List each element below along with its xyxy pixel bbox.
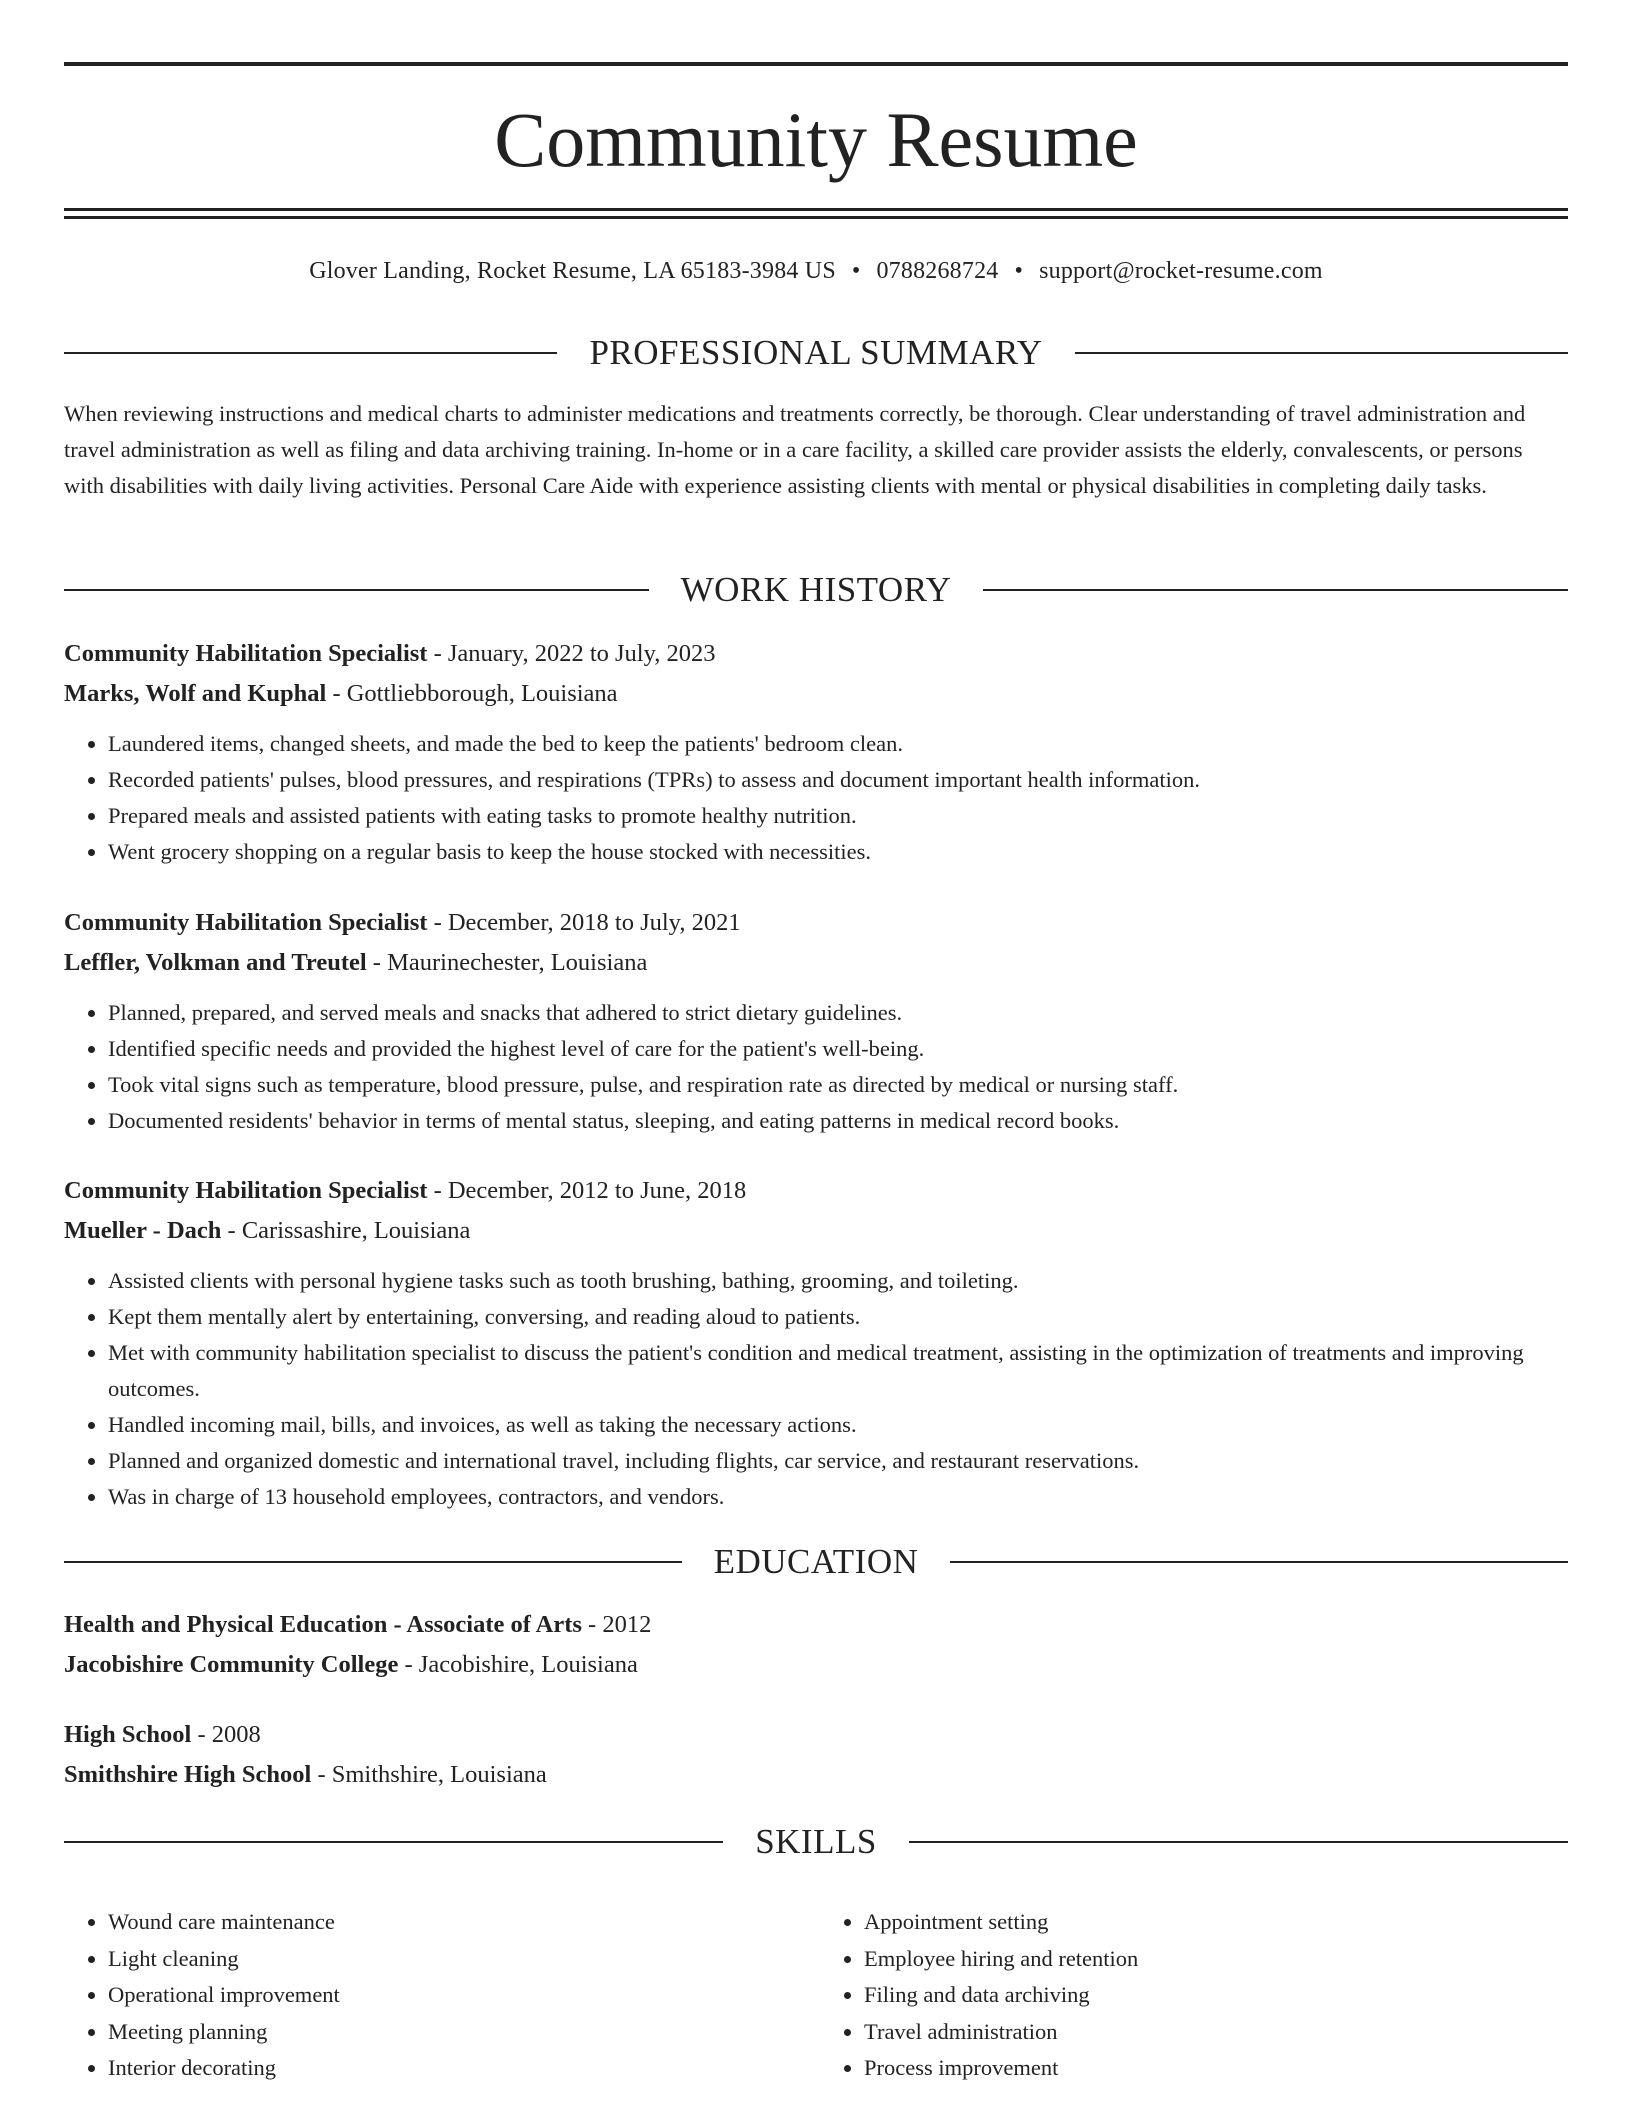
list-item: • Documented residents' behavior in terms of mental status, sleeping, and eating patterns in medical record books. xyxy=(108,1103,1568,1139)
skill-item: • Operational improvement xyxy=(108,1977,808,2014)
education-entry xyxy=(64,1605,1568,1685)
list-item: • Recorded patients' pulses, blood pressures, and respirations (TPRs) to assess and document important health information. xyxy=(108,762,1568,798)
list-item: • Planned and organized domestic and international travel, including flights, car service, and restaurant reservations. xyxy=(108,1443,1568,1479)
skill-item: • Travel administration xyxy=(864,2014,1564,2051)
skill-item: • Filing and data archiving xyxy=(864,1977,1564,2014)
school-name: Smithshire High School xyxy=(64,1761,312,1788)
section-title: WORK HISTORY xyxy=(680,570,952,609)
school-line xyxy=(64,1645,1568,1685)
section-title: SKILLS xyxy=(755,1822,877,1861)
summary-text: When reviewing instructions and medical charts to administer medications and treatments correctly, be thorough. Clear understanding of travel administration and travel administration as well as filing and data archiving training. In-home or in a care facility, a skilled care provider assists the elderly, convalescents, or persons with disabilities with daily living activities. Personal Care Aide with experience assisting clients with mental or physical disabilities in completing daily tasks. xyxy=(64,401,1526,498)
school-location: - Smithshire, Louisiana xyxy=(311,1761,547,1788)
section-heading-skills xyxy=(64,1820,1568,1864)
top-rule xyxy=(64,62,1568,66)
heading-rule-left xyxy=(64,589,649,591)
list-item: • Planned, prepared, and served meals and snacks that adhered to strict dietary guidelines. xyxy=(108,995,1568,1031)
contact-address: Glover Landing, Rocket Resume, LA 65183-3984 US xyxy=(309,258,836,284)
skills-list-left xyxy=(64,1904,808,2087)
list-item: • Kept them mentally alert by entertaining, conversing, and reading aloud to patients. xyxy=(108,1299,1568,1335)
job-title-line xyxy=(64,1171,1568,1211)
list-item: • Handled incoming mail, bills, and invoices, as well as taking the necessary actions. xyxy=(108,1407,1568,1443)
contact-line xyxy=(64,254,1568,288)
contact-email: support@rocket-resume.com xyxy=(1039,258,1323,284)
skills-list-right xyxy=(808,1904,1564,2087)
job-company: Mueller - Dach xyxy=(64,1217,222,1244)
job-duties-list xyxy=(64,1263,1568,1515)
job-dates: - December, 2012 to June, 2018 xyxy=(427,1177,747,1204)
job-dates: - December, 2018 to July, 2021 xyxy=(427,909,741,936)
job-title: Community Habilitation Specialist xyxy=(64,640,428,667)
heading-rule-right xyxy=(950,1561,1568,1563)
job-company: Leffler, Volkman and Treutel xyxy=(64,949,367,976)
job-location: - Maurinechester, Louisiana xyxy=(366,949,648,976)
skill-item: • Employee hiring and retention xyxy=(864,1941,1564,1978)
job-entry xyxy=(64,903,1568,1139)
school-line xyxy=(64,1755,1568,1795)
job-title: Community Habilitation Specialist xyxy=(64,1177,428,1204)
graduation-year: - 2012 xyxy=(581,1611,652,1638)
list-item: • Was in charge of 13 household employees, contractors, and vendors. xyxy=(108,1479,1568,1515)
job-dates: - January, 2022 to July, 2023 xyxy=(427,640,716,667)
skill-item: • Process improvement xyxy=(864,2050,1564,2087)
skill-item: • Appointment setting xyxy=(864,1904,1564,1941)
job-company-line xyxy=(64,674,1568,714)
title-rule-upper xyxy=(64,208,1568,211)
contact-separator: • xyxy=(1014,258,1024,284)
job-title: Community Habilitation Specialist xyxy=(64,909,428,936)
list-item: • Went grocery shopping on a regular basis to keep the house stocked with necessities. xyxy=(108,834,1568,870)
school-name: Jacobishire Community College xyxy=(64,1651,399,1678)
heading-rule-left xyxy=(64,1841,723,1843)
section-title: PROFESSIONAL SUMMARY xyxy=(589,333,1043,372)
section-title: EDUCATION xyxy=(713,1542,919,1581)
heading-rule-left xyxy=(64,1561,682,1563)
job-location: - Gottliebborough, Louisiana xyxy=(326,680,618,707)
job-company-line xyxy=(64,943,1568,983)
contact-separator: • xyxy=(851,258,861,284)
job-entry xyxy=(64,634,1568,870)
list-item: • Identified specific needs and provided the highest level of care for the patient's well-being. xyxy=(108,1031,1568,1067)
skill-item: • Interior decorating xyxy=(108,2050,808,2087)
list-item: • Met with community habilitation specialist to discuss the patient's condition and medical treatment, assisting in the optimization of treatments and improving outcomes. xyxy=(108,1335,1568,1407)
job-duties-list xyxy=(64,726,1568,870)
heading-rule-right xyxy=(983,589,1568,591)
list-item: • Laundered items, changed sheets, and made the bed to keep the patients' bedroom clean. xyxy=(108,726,1568,762)
degree: Health and Physical Education - Associate of Arts xyxy=(64,1611,582,1638)
skill-item: • Light cleaning xyxy=(108,1941,808,1978)
skill-item: • Wound care maintenance xyxy=(108,1904,808,1941)
school-location: - Jacobishire, Louisiana xyxy=(398,1651,638,1678)
resume-title: Community Resume xyxy=(494,96,1138,183)
title-rule-lower xyxy=(64,216,1568,219)
degree-line xyxy=(64,1715,1568,1755)
graduation-year: - 2008 xyxy=(191,1721,261,1748)
job-company: Marks, Wolf and Kuphal xyxy=(64,680,327,707)
list-item: • Took vital signs such as temperature, blood pressure, pulse, and respiration rate as directed by medical or nursing staff. xyxy=(108,1067,1568,1103)
heading-rule-left xyxy=(64,352,557,354)
skill-item: • Meeting planning xyxy=(108,2014,808,2051)
degree-line xyxy=(64,1605,1568,1645)
contact-phone: 0788268724 xyxy=(876,258,999,284)
section-heading-education xyxy=(64,1540,1568,1584)
section-heading-summary xyxy=(64,331,1568,375)
job-title-line xyxy=(64,903,1568,943)
heading-rule-right xyxy=(1075,352,1568,354)
job-title-line xyxy=(64,634,1568,674)
education-entry xyxy=(64,1715,1568,1795)
list-item: • Assisted clients with personal hygiene tasks such as tooth brushing, bathing, grooming, and toileting. xyxy=(108,1263,1568,1299)
section-heading-work xyxy=(64,568,1568,612)
skills-columns xyxy=(64,1904,1568,2087)
job-duties-list xyxy=(64,995,1568,1139)
job-location: - Carissashire, Louisiana xyxy=(221,1217,471,1244)
heading-rule-right xyxy=(909,1841,1568,1843)
list-item: • Prepared meals and assisted patients with eating tasks to promote healthy nutrition. xyxy=(108,798,1568,834)
job-entry xyxy=(64,1171,1568,1515)
job-company-line xyxy=(64,1211,1568,1251)
degree: High School xyxy=(64,1721,192,1748)
